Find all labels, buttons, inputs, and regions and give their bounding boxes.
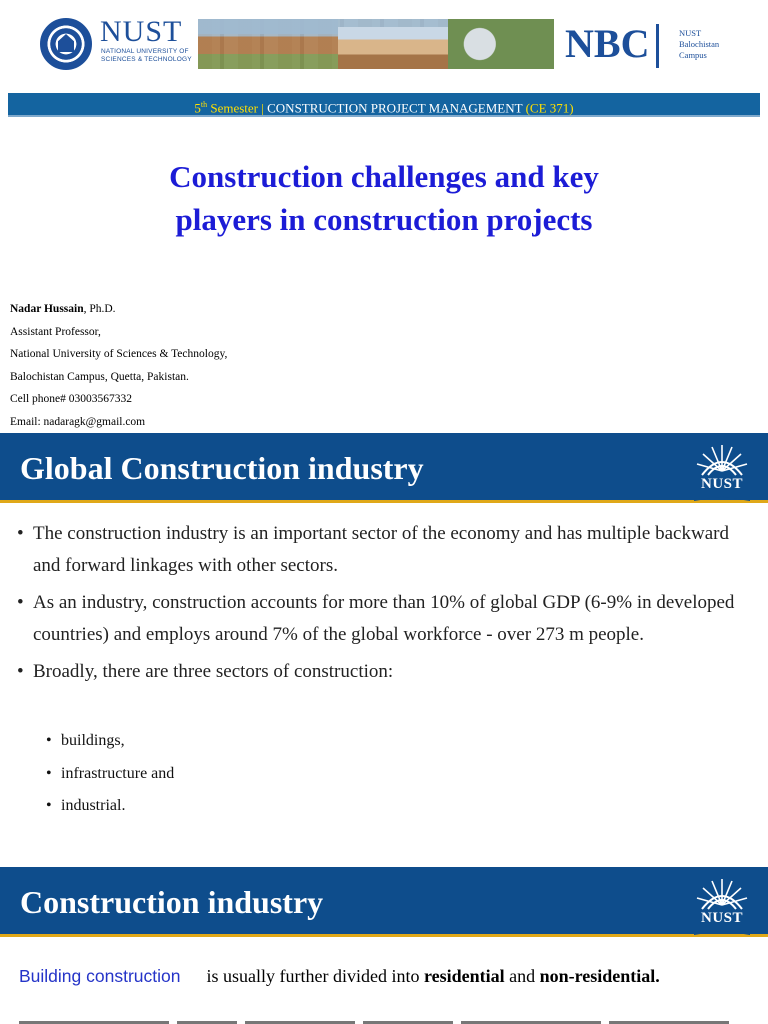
list-item: • infrastructure and <box>46 758 174 791</box>
sub-bullet-list <box>46 725 174 823</box>
nbc-logo-text: NBC <box>565 21 650 66</box>
nust-logo-subtitle: NATIONAL UNIVERSITY OF SCIENCES & TECHNOLOGY <box>101 48 192 63</box>
slide-title: Global Construction industry <box>20 450 424 486</box>
author-campus: Balochistan Campus, Quetta, Pakistan. <box>10 370 189 383</box>
lecture-title: Construction challenges and key players in construction projects <box>169 159 599 237</box>
campus-banner-image <box>198 19 554 69</box>
author-position: Assistant Professor, <box>10 325 101 338</box>
author-name: Nadar Hussain <box>10 303 84 315</box>
building-construction-link[interactable]: Building construction <box>19 966 181 986</box>
title-slide <box>0 0 768 433</box>
nust-seal-icon <box>40 18 92 70</box>
author-university: National University of Sciences & Technology, <box>10 348 228 361</box>
nbc-divider <box>656 24 659 68</box>
list-item: • buildings, <box>46 725 174 758</box>
cut-off-text-line <box>19 1016 759 1024</box>
slide-title: Construction industry <box>20 884 324 920</box>
list-item: • industrial. <box>46 790 174 823</box>
slide-header-industry <box>0 867 768 937</box>
course-bar: 5th Semester | CONSTRUCTION PROJECT MANAGEMENT (CE 371) <box>8 93 760 117</box>
list-item: • As an industry, construction accounts for more than 10% of global GDP (6-9% in developed countries) and employs around 7% of the global workforce - over 273 m people. <box>14 587 754 651</box>
list-item: • Broadly, there are three sectors of construction: <box>14 656 754 688</box>
nust-sunburst-icon: NUST <box>694 441 750 499</box>
author-email: Email: nadaragk@gmail.com <box>10 415 146 428</box>
nust-sunburst-icon: NUST <box>694 875 750 933</box>
author-phone: Cell phone# 03003567332 <box>10 393 133 406</box>
nust-logo-text: NUST <box>100 15 183 48</box>
list-item: • The construction industry is an important sector of the economy and has multiple backward and forward linkages with other sectors. <box>14 518 754 582</box>
bullet-list <box>14 518 754 693</box>
building-construction-line: Building construction is usually further divided into residential and non-residential. <box>19 966 660 986</box>
slide-header-global <box>0 433 768 503</box>
author-info: Nadar Hussain, Ph.D. Assistant Professor, National University of Sciences & Technology, Balochistan Campus, Quetta, Pakistan. Cell phone# 03003567332 Email: nadaragk@gmail.com <box>10 298 227 434</box>
nbc-subtitle: NUST Balochistan Campus <box>679 28 720 60</box>
